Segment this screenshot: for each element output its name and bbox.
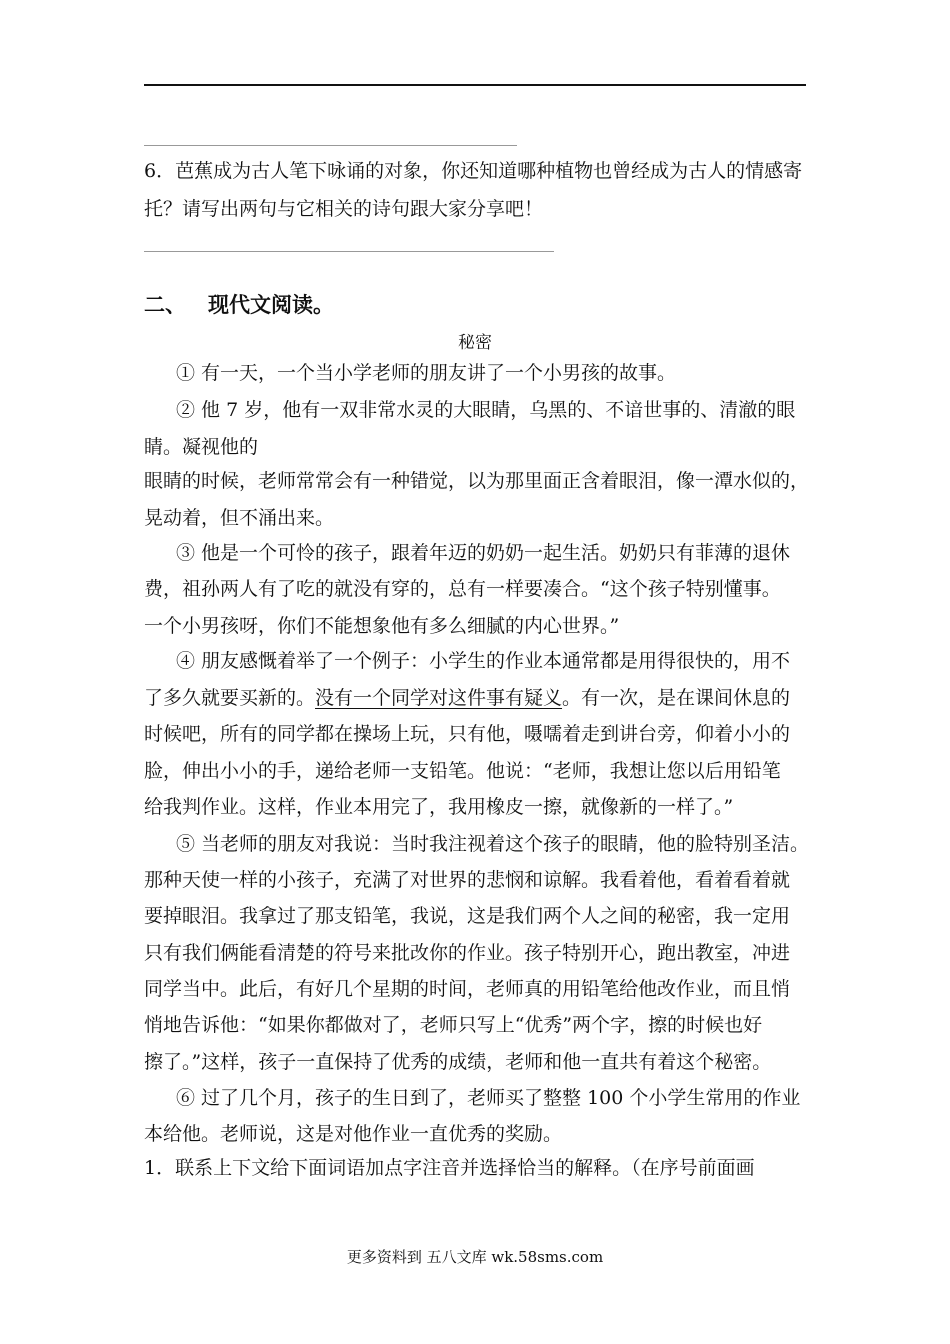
article-title: 秘密 xyxy=(458,333,492,353)
paragraph-4-text: 。有一次，是在课间休息的 xyxy=(562,687,791,709)
paragraph-4-line: 时候吧，所有的同学都在操场上玩，只有他，嗫嚅着走到讲台旁，仰着小小的 xyxy=(144,723,791,745)
answer-line xyxy=(144,145,517,146)
paragraph-4-text: 了多久就要买新的。 xyxy=(144,687,316,709)
paragraph-4-line xyxy=(144,686,790,710)
paragraph-5-line: ⑤ 当老师的朋友对我说：当时我注视着这个孩子的眼睛，他的脸特别圣洁。 xyxy=(176,833,810,855)
question-1: 1．联系上下文给下面词语加点字注音并选择恰当的解释。（在序号前面画 xyxy=(144,1157,755,1179)
question-6-line-1: 6．芭蕉成为古人笔下咏诵的对象，你还知道哪种植物也曾经成为古人的情感寄 xyxy=(144,160,803,182)
paragraph-3-line: 费，祖孙两人有了吃的就没有穿的，总有一样要凑合。“这个孩子特别懂事。 xyxy=(144,578,781,600)
paragraph-2-line: 睛。凝视他的 xyxy=(144,436,259,458)
section-number: 二、 xyxy=(144,292,186,317)
paragraph-2-line: 晃动着，但不涌出来。 xyxy=(144,507,335,529)
paragraph-3-line: ③ 他是一个可怜的孩子，跟着年迈的奶奶一起生活。奶奶只有菲薄的退休 xyxy=(176,542,791,564)
footer-watermark: 更多资料到 五八文库 wk.58sms.com xyxy=(346,1248,604,1266)
paragraph-6-line: ⑥ 过了几个月，孩子的生日到了，老师买了整整 100 个小学生常用的作业 xyxy=(176,1087,801,1109)
paragraph-6-line: 本给他。老师说，这是对他作业一直优秀的奖励。 xyxy=(144,1123,563,1145)
paragraph-5-line: 要掉眼泪。我拿过了那支铅笔，我说，这是我们两个人之间的秘密，我一定用 xyxy=(144,905,791,927)
paragraph-2-line: ② 他 7 岁，他有一双非常水灵的大眼睛，乌黑的、不谙世事的、清澈的眼 xyxy=(176,399,796,421)
paragraph-4-line: 脸，伸出小小的手，递给老师一支铅笔。他说：“老师，我想让您以后用铅笔 xyxy=(144,760,781,782)
paragraph-5-line: 擦了。”这样，孩子一直保持了优秀的成绩，老师和他一直共有着这个秘密。 xyxy=(144,1051,772,1073)
question-6-line-2: 托？请写出两句与它相关的诗句跟大家分享吧！ xyxy=(144,198,544,220)
paragraph-1: ① 有一天，一个当小学老师的朋友讲了一个小男孩的故事。 xyxy=(176,362,677,384)
section-heading xyxy=(144,289,334,319)
underlined-sentence: 没有一个同学对这件事有疑义 xyxy=(315,687,563,709)
paragraph-2-line: 眼睛的时候，老师常常会有一种错觉，以为那里面正含着眼泪，像一潭水似的， xyxy=(144,470,810,492)
answer-line-thick xyxy=(144,84,806,86)
section-title: 现代文阅读。 xyxy=(208,292,334,317)
answer-line xyxy=(144,251,554,252)
paragraph-5-line: 同学当中。此后，有好几个星期的时间，老师真的用铅笔给他改作业，而且悄 xyxy=(144,978,791,1000)
paragraph-5-line: 只有我们俩能看清楚的符号来批改你的作业。孩子特别开心，跑出教室，冲进 xyxy=(144,942,791,964)
paragraph-5-line: 悄地告诉他：“如果你都做对了，老师只写上“优秀”两个字，擦的时候也好 xyxy=(144,1014,763,1036)
paragraph-4-line: ④ 朋友感慨着举了一个例子：小学生的作业本通常都是用得很快的，用不 xyxy=(176,650,791,672)
paragraph-3-line: 一个小男孩呀，你们不能想象他有多么细腻的内心世界。” xyxy=(144,615,620,637)
paragraph-5-line: 那种天使一样的小孩子，充满了对世界的悲悯和谅解。我看着他，看着看着就 xyxy=(144,869,791,891)
paragraph-4-line: 给我判作业。这样，作业本用完了，我用橡皮一擦，就像新的一样了。” xyxy=(144,796,734,818)
